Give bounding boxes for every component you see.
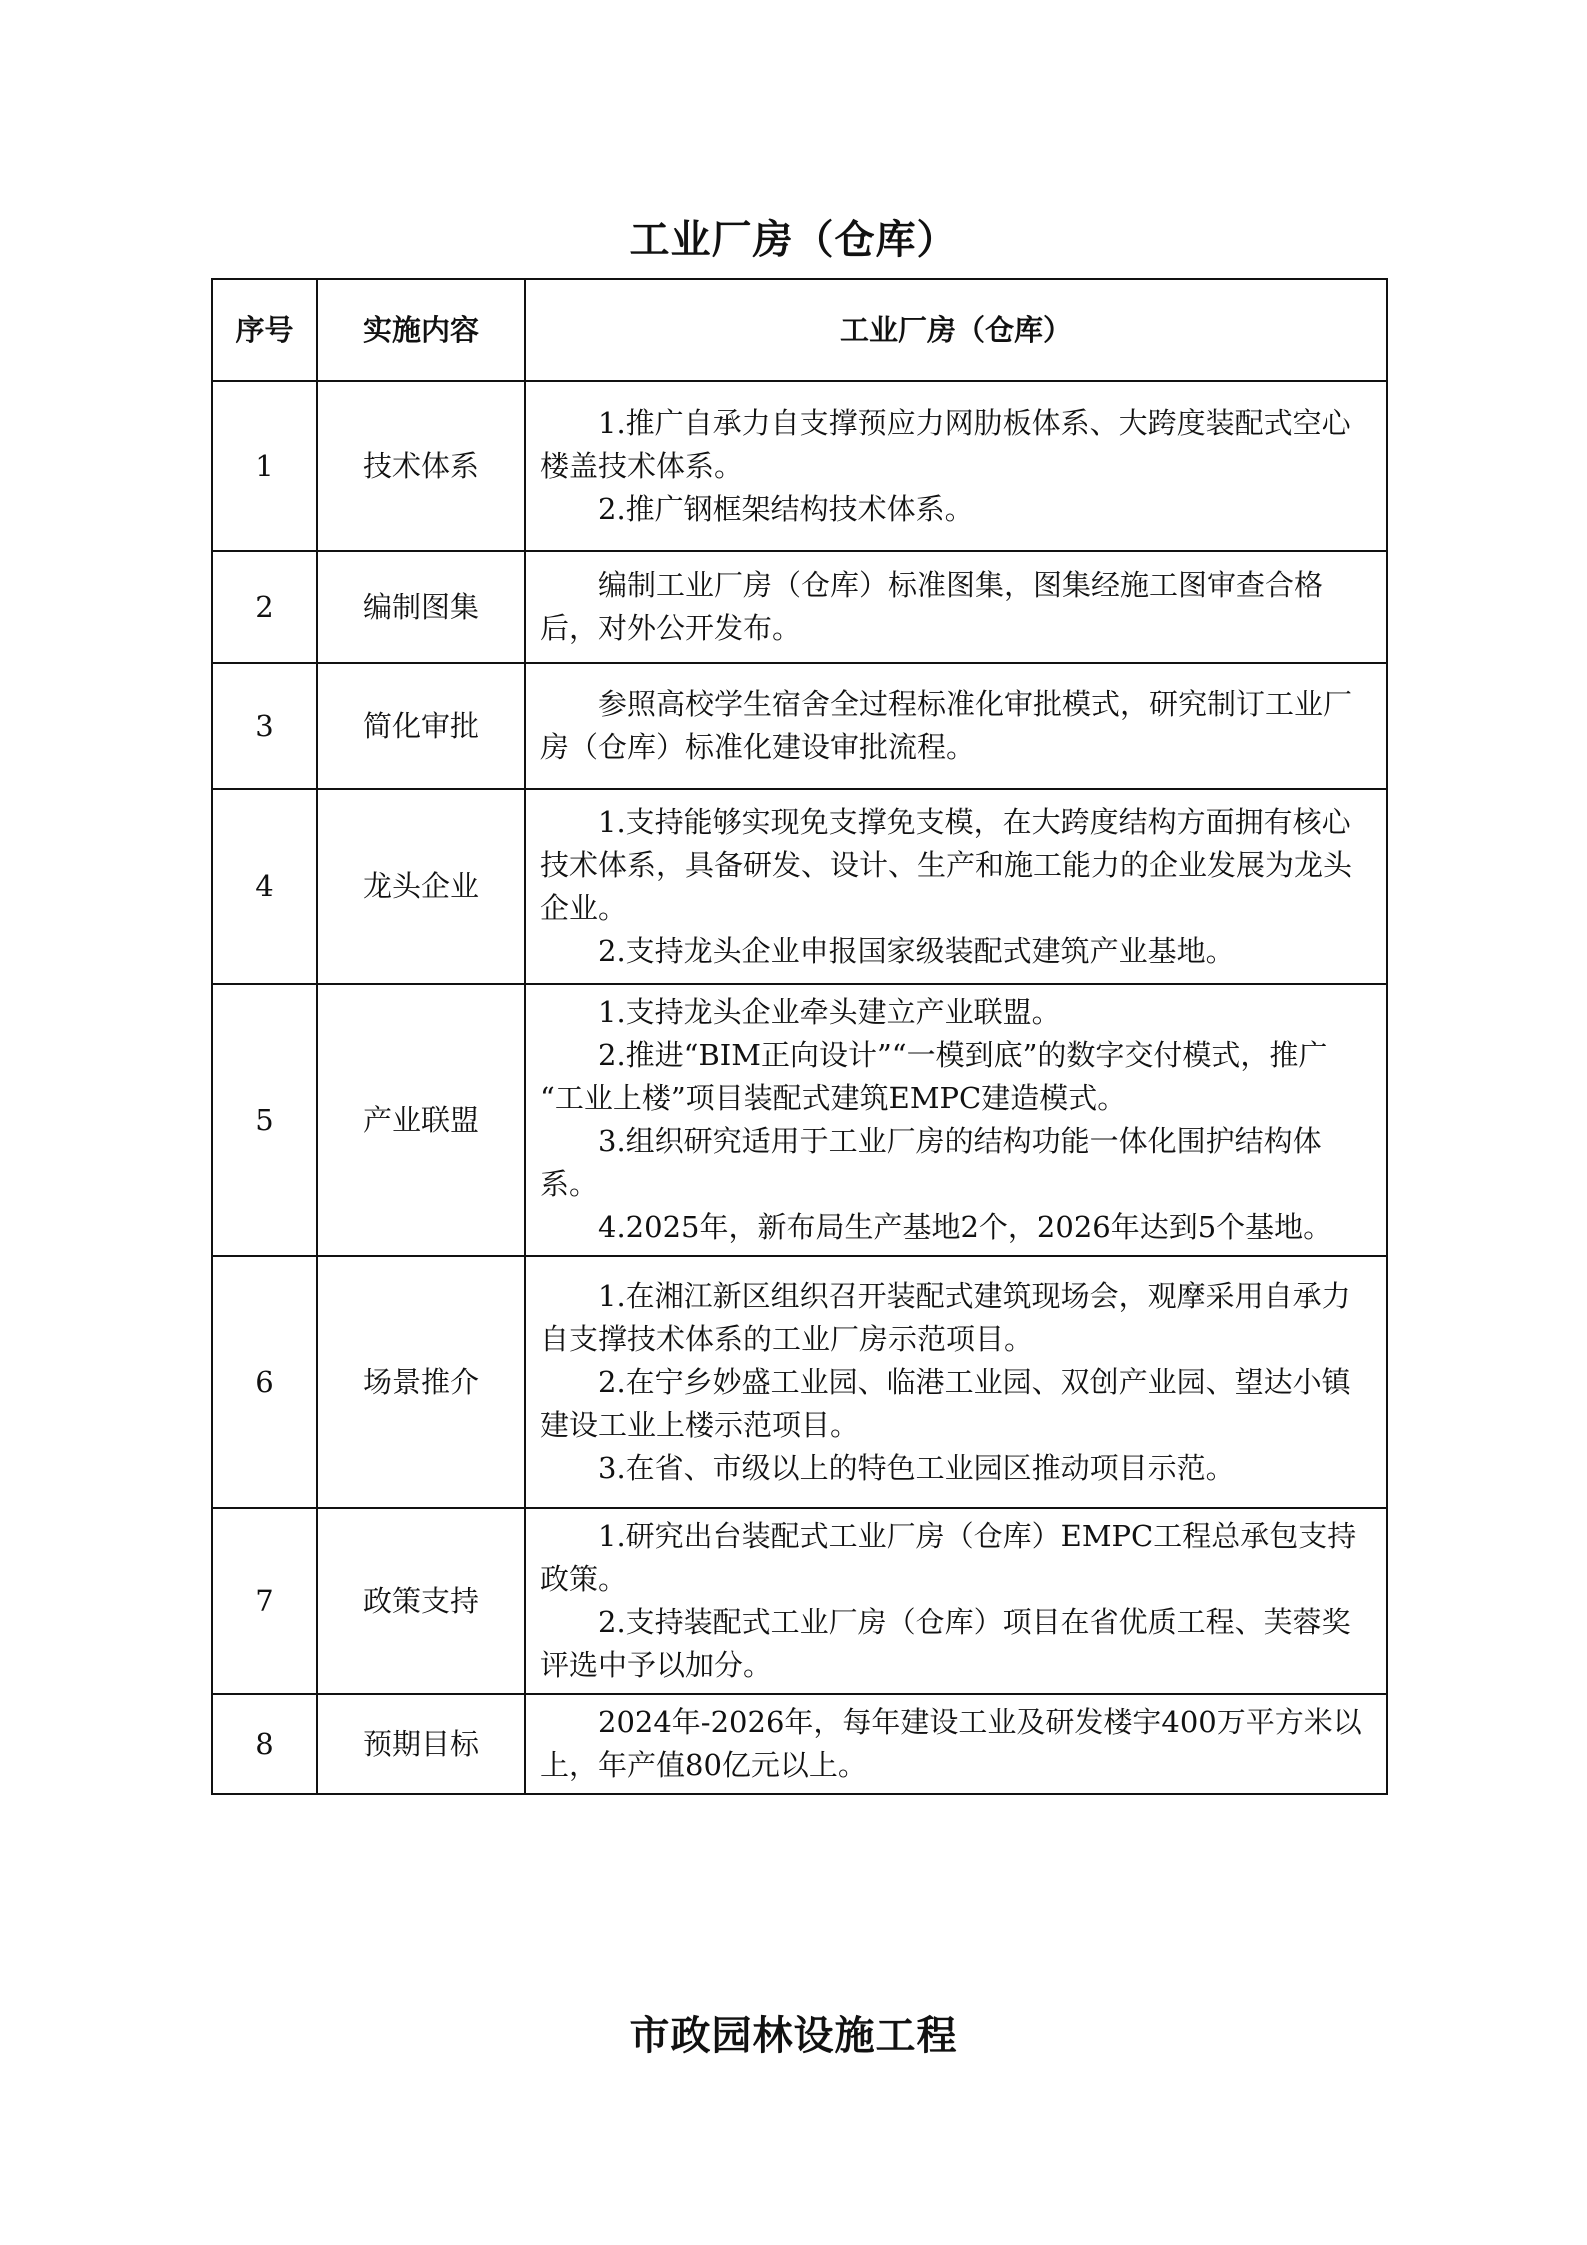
- header-serial-number: 序号: [212, 279, 317, 381]
- row-serial-number: 5: [212, 984, 317, 1256]
- row-implementation-item: 场景推介: [317, 1256, 525, 1508]
- row-description: [525, 381, 1387, 551]
- description-line: 2024年-2026年，每年建设工业及研发楼宇400万平方米以上，年产值80亿元以上。: [540, 1705, 1362, 1782]
- row-serial-number: 1: [212, 381, 317, 551]
- row-implementation-item: 编制图集: [317, 551, 525, 663]
- row-implementation-item: 政策支持: [317, 1508, 525, 1694]
- table-header-row: [212, 279, 1387, 381]
- table-row: [212, 1256, 1387, 1508]
- row-description: [525, 551, 1387, 663]
- row-description: [525, 1508, 1387, 1694]
- table-body: [212, 381, 1387, 1794]
- row-description: [525, 1256, 1387, 1508]
- row-serial-number: 4: [212, 789, 317, 984]
- row-description: [525, 1694, 1387, 1794]
- row-serial-number: 8: [212, 1694, 317, 1794]
- description-line: 1.在湘江新区组织召开装配式建筑现场会，观摩采用自承力自支撑技术体系的工业厂房示范项目。: [540, 1278, 1351, 1356]
- implementation-table: [211, 278, 1388, 1795]
- description-line: 3.在省、市级以上的特色工业园区推动项目示范。: [598, 1450, 1235, 1485]
- description-line: 1.支持能够实现免支撑免支模，在大跨度结构方面拥有核心技术体系，具备研发、设计、生产和施工能力的企业发展为龙头企业。: [540, 804, 1353, 925]
- table-row: [212, 1694, 1387, 1794]
- row-description: [525, 663, 1387, 789]
- description-line: 3.组织研究适用于工业厂房的结构功能一体化围护结构体系。: [540, 1124, 1322, 1201]
- row-implementation-item: 技术体系: [317, 381, 525, 551]
- description-line: 2.推广钢框架结构技术体系。: [598, 491, 974, 526]
- table-row: [212, 381, 1387, 551]
- table-row: [212, 551, 1387, 663]
- header-industrial-plant: 工业厂房（仓库）: [525, 279, 1387, 381]
- table-row: [212, 663, 1387, 789]
- row-implementation-item: 龙头企业: [317, 789, 525, 984]
- row-implementation-item: 简化审批: [317, 663, 525, 789]
- description-line: 编制工业厂房（仓库）标准图集，图集经施工图审查合格后，对外公开发布。: [540, 568, 1324, 645]
- description-line: 1.支持龙头企业牵头建立产业联盟。: [598, 995, 1061, 1029]
- row-serial-number: 2: [212, 551, 317, 663]
- row-description: [525, 984, 1387, 1256]
- description-line: 1.推广自承力自支撑预应力网肋板体系、大跨度装配式空心楼盖技术体系。: [540, 405, 1351, 483]
- page-title: 工业厂房（仓库）: [629, 217, 958, 263]
- row-serial-number: 6: [212, 1256, 317, 1508]
- description-line: 2.支持装配式工业厂房（仓库）项目在省优质工程、芙蓉奖评选中予以加分。: [540, 1605, 1351, 1682]
- section-title-municipal: 市政园林设施工程: [629, 2013, 958, 2059]
- row-description: [525, 789, 1387, 984]
- description-line: 1.研究出台装配式工业厂房（仓库）EMPC工程总承包支持政策。: [540, 1519, 1357, 1596]
- description-line: 4.2025年，新布局生产基地2个，2026年达到5个基地。: [598, 1210, 1333, 1244]
- row-implementation-item: 产业联盟: [317, 984, 525, 1256]
- row-serial-number: 3: [212, 663, 317, 789]
- table-row: [212, 789, 1387, 984]
- table-row: [212, 984, 1387, 1256]
- description-line: 参照高校学生宿舍全过程标准化审批模式，研究制订工业厂房（仓库）标准化建设审批流程。: [540, 687, 1353, 764]
- description-line: 2.支持龙头企业申报国家级装配式建筑产业基地。: [598, 933, 1235, 968]
- table-row: [212, 1508, 1387, 1694]
- description-line: 2.推进“BIM正向设计”“一模到底”的数字交付模式，推广 “工业上楼”项目装配式建筑EMPC建造模式。: [540, 1038, 1328, 1115]
- row-serial-number: 7: [212, 1508, 317, 1694]
- header-implementation-content: 实施内容: [317, 279, 525, 381]
- row-implementation-item: 预期目标: [317, 1694, 525, 1794]
- description-line: 2.在宁乡妙盛工业园、临港工业园、双创产业园、望达小镇建设工业上楼示范项目。: [540, 1364, 1351, 1442]
